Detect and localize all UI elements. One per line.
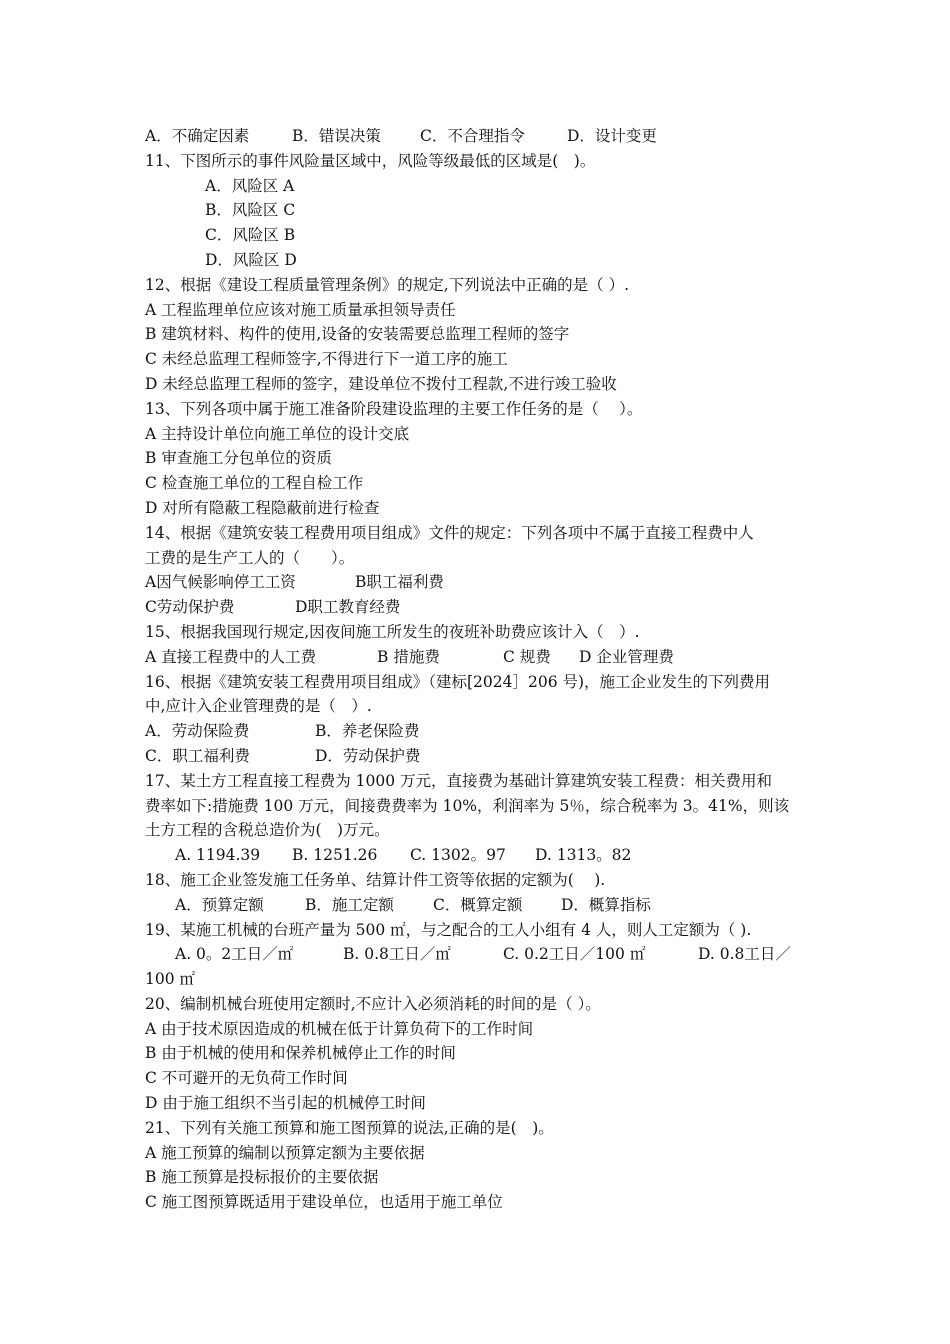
text-line: A 由于技术原因造成的机械在低于计算负荷下的工作时间 — [145, 1019, 534, 1038]
option-text: D. 1313。82 — [535, 846, 632, 865]
option-text: B职工福利费 — [355, 573, 444, 592]
option-text: C 规费 — [503, 647, 551, 666]
option-text: B．施工定额 — [305, 895, 394, 914]
option-text: A 直接工程费中的人工费 — [145, 647, 317, 666]
text-line: C 检查施工单位的工程自检工作 — [145, 474, 364, 493]
option-row — [145, 570, 815, 595]
text-line: B 建筑材料、构件的使用,设备的安装需要总监理工程师的签字 — [145, 325, 570, 344]
text-line: 土方工程的含税总造价为( )万元。 — [145, 821, 390, 840]
text-line: B 审查施工分包单位的资质 — [145, 449, 332, 468]
text-line: B 由于机械的使用和保养机械停止工作的时间 — [145, 1044, 456, 1063]
option-text: A．不确定因素 — [145, 127, 250, 145]
option-row — [145, 893, 815, 918]
option-text: B．错误决策 — [292, 127, 381, 145]
text-line: D 对所有隐蔽工程隐蔽前进行检查 — [145, 498, 380, 517]
option-row — [145, 645, 815, 670]
option-text: D. 0.8工日／ — [698, 945, 791, 964]
text-line: 100 ㎡ — [145, 970, 196, 989]
text-line: D 由于施工组织不当引起的机械停工时间 — [145, 1094, 426, 1113]
text-line: 12、根据《建设工程质量管理条例》的规定,下列说法中正确的是（ ）. — [145, 275, 630, 294]
text-line: C 施工图预算既适用于建设单位，也适用于施工单位 — [145, 1193, 503, 1212]
text-line: 19、某施工机械的台班产量为 500 ㎡，与之配合的工人小组有 4 人，则人工定额为（ ). — [145, 920, 752, 939]
text-line: 21、下列有关施工预算和施工图预算的说法,正确的是( )。 — [145, 1118, 554, 1137]
text-line: A．风险区 A — [205, 176, 295, 195]
text-line: B．风险区 C — [205, 201, 296, 220]
option-text: A. 0。2工日／㎡ — [175, 945, 294, 964]
option-text: A. 1194.39 — [175, 846, 261, 865]
text-line: C．风险区 B — [205, 226, 296, 245]
text-line: 费率如下:措施费 100 万元，间接费费率为 10%，利润率为 5％，综合税率为 3。41%，则该 — [145, 796, 790, 815]
text-line: 18、施工企业签发施工任务单、结算计件工资等依据的定额为( ). — [145, 870, 606, 889]
option-text: C劳动保护费 — [145, 598, 235, 617]
text-line: 13、下列各项中属于施工准备阶段建设监理的主要工作任务的是（ ）。 — [145, 399, 643, 418]
option-text: A因气候影响停工工资 — [145, 573, 296, 592]
text-line: 14、根据《建筑安装工程费用项目组成》文件的规定：下列各项中不属于直接工程费中人 — [145, 523, 754, 542]
text-line: 工费的是生产工人的（ ）。 — [145, 548, 355, 567]
text-line: C 未经总监理工程师签字,不得进行下一道工序的施工 — [145, 350, 508, 369]
option-text: A．劳动保险费 — [145, 722, 250, 741]
option-text: B 措施费 — [377, 647, 440, 666]
text-line: B 施工预算是投标报价的主要依据 — [145, 1168, 379, 1187]
text-line: A 施工预算的编制以预算定额为主要依据 — [145, 1143, 425, 1162]
document-page — [145, 124, 815, 1215]
option-text: A．预算定额 — [175, 895, 264, 914]
option-text: C．不合理指令 — [420, 127, 525, 145]
option-row — [145, 595, 815, 620]
text-line: D 未经总监理工程师的签字，建设单位不拨付工程款,不进行竣工验收 — [145, 374, 617, 393]
option-row — [145, 744, 815, 769]
option-text: D．概算指标 — [561, 895, 651, 914]
option-row — [145, 942, 815, 967]
option-text: C．职工福利费 — [145, 746, 250, 765]
option-text: B. 0.8工日／㎡ — [343, 945, 451, 964]
option-row — [145, 124, 815, 149]
option-text: D．设计变更 — [567, 127, 657, 145]
option-text: C．概算定额 — [433, 895, 523, 914]
text-line: 11、下图所示的事件风险量区域中，风险等级最低的区域是( )。 — [145, 151, 596, 170]
option-text: C. 1302。97 — [410, 846, 506, 865]
text-line: A 工程监理单位应该对施工质量承担领导责任 — [145, 300, 456, 319]
option-text: D职工教育经费 — [295, 598, 401, 617]
text-line: 15、根据我国现行规定,因夜间施工所发生的夜班补助费应该计入（ ）. — [145, 622, 640, 641]
option-text: B．养老保险费 — [315, 722, 420, 741]
text-line: C 不可避开的无负荷工作时间 — [145, 1069, 348, 1088]
option-text: C. 0.2工日／100 ㎡ — [503, 945, 646, 964]
option-text: D 企业管理费 — [579, 647, 674, 666]
text-line: 20、编制机械台班使用定额时,不应计入必须消耗的时间的是（ ）。 — [145, 994, 601, 1013]
text-line: 17、某土方工程直接工程费为 1000 万元，直接费为基础计算建筑安装工程费：相关费用和 — [145, 771, 773, 790]
option-row — [145, 843, 815, 868]
text-line: D．风险区 D — [205, 250, 297, 269]
text-line: 中,应计入企业管理费的是（ ）. — [145, 697, 372, 716]
text-line: 16、根据《建筑安装工程费用项目组成》（建标[2024］206 号)，施工企业发生的下列费用 — [145, 672, 771, 691]
option-text: D．劳动保护费 — [315, 746, 421, 765]
option-row — [145, 719, 815, 744]
option-text: B. 1251.26 — [292, 846, 378, 865]
text-line: A 主持设计单位向施工单位的设计交底 — [145, 424, 410, 443]
